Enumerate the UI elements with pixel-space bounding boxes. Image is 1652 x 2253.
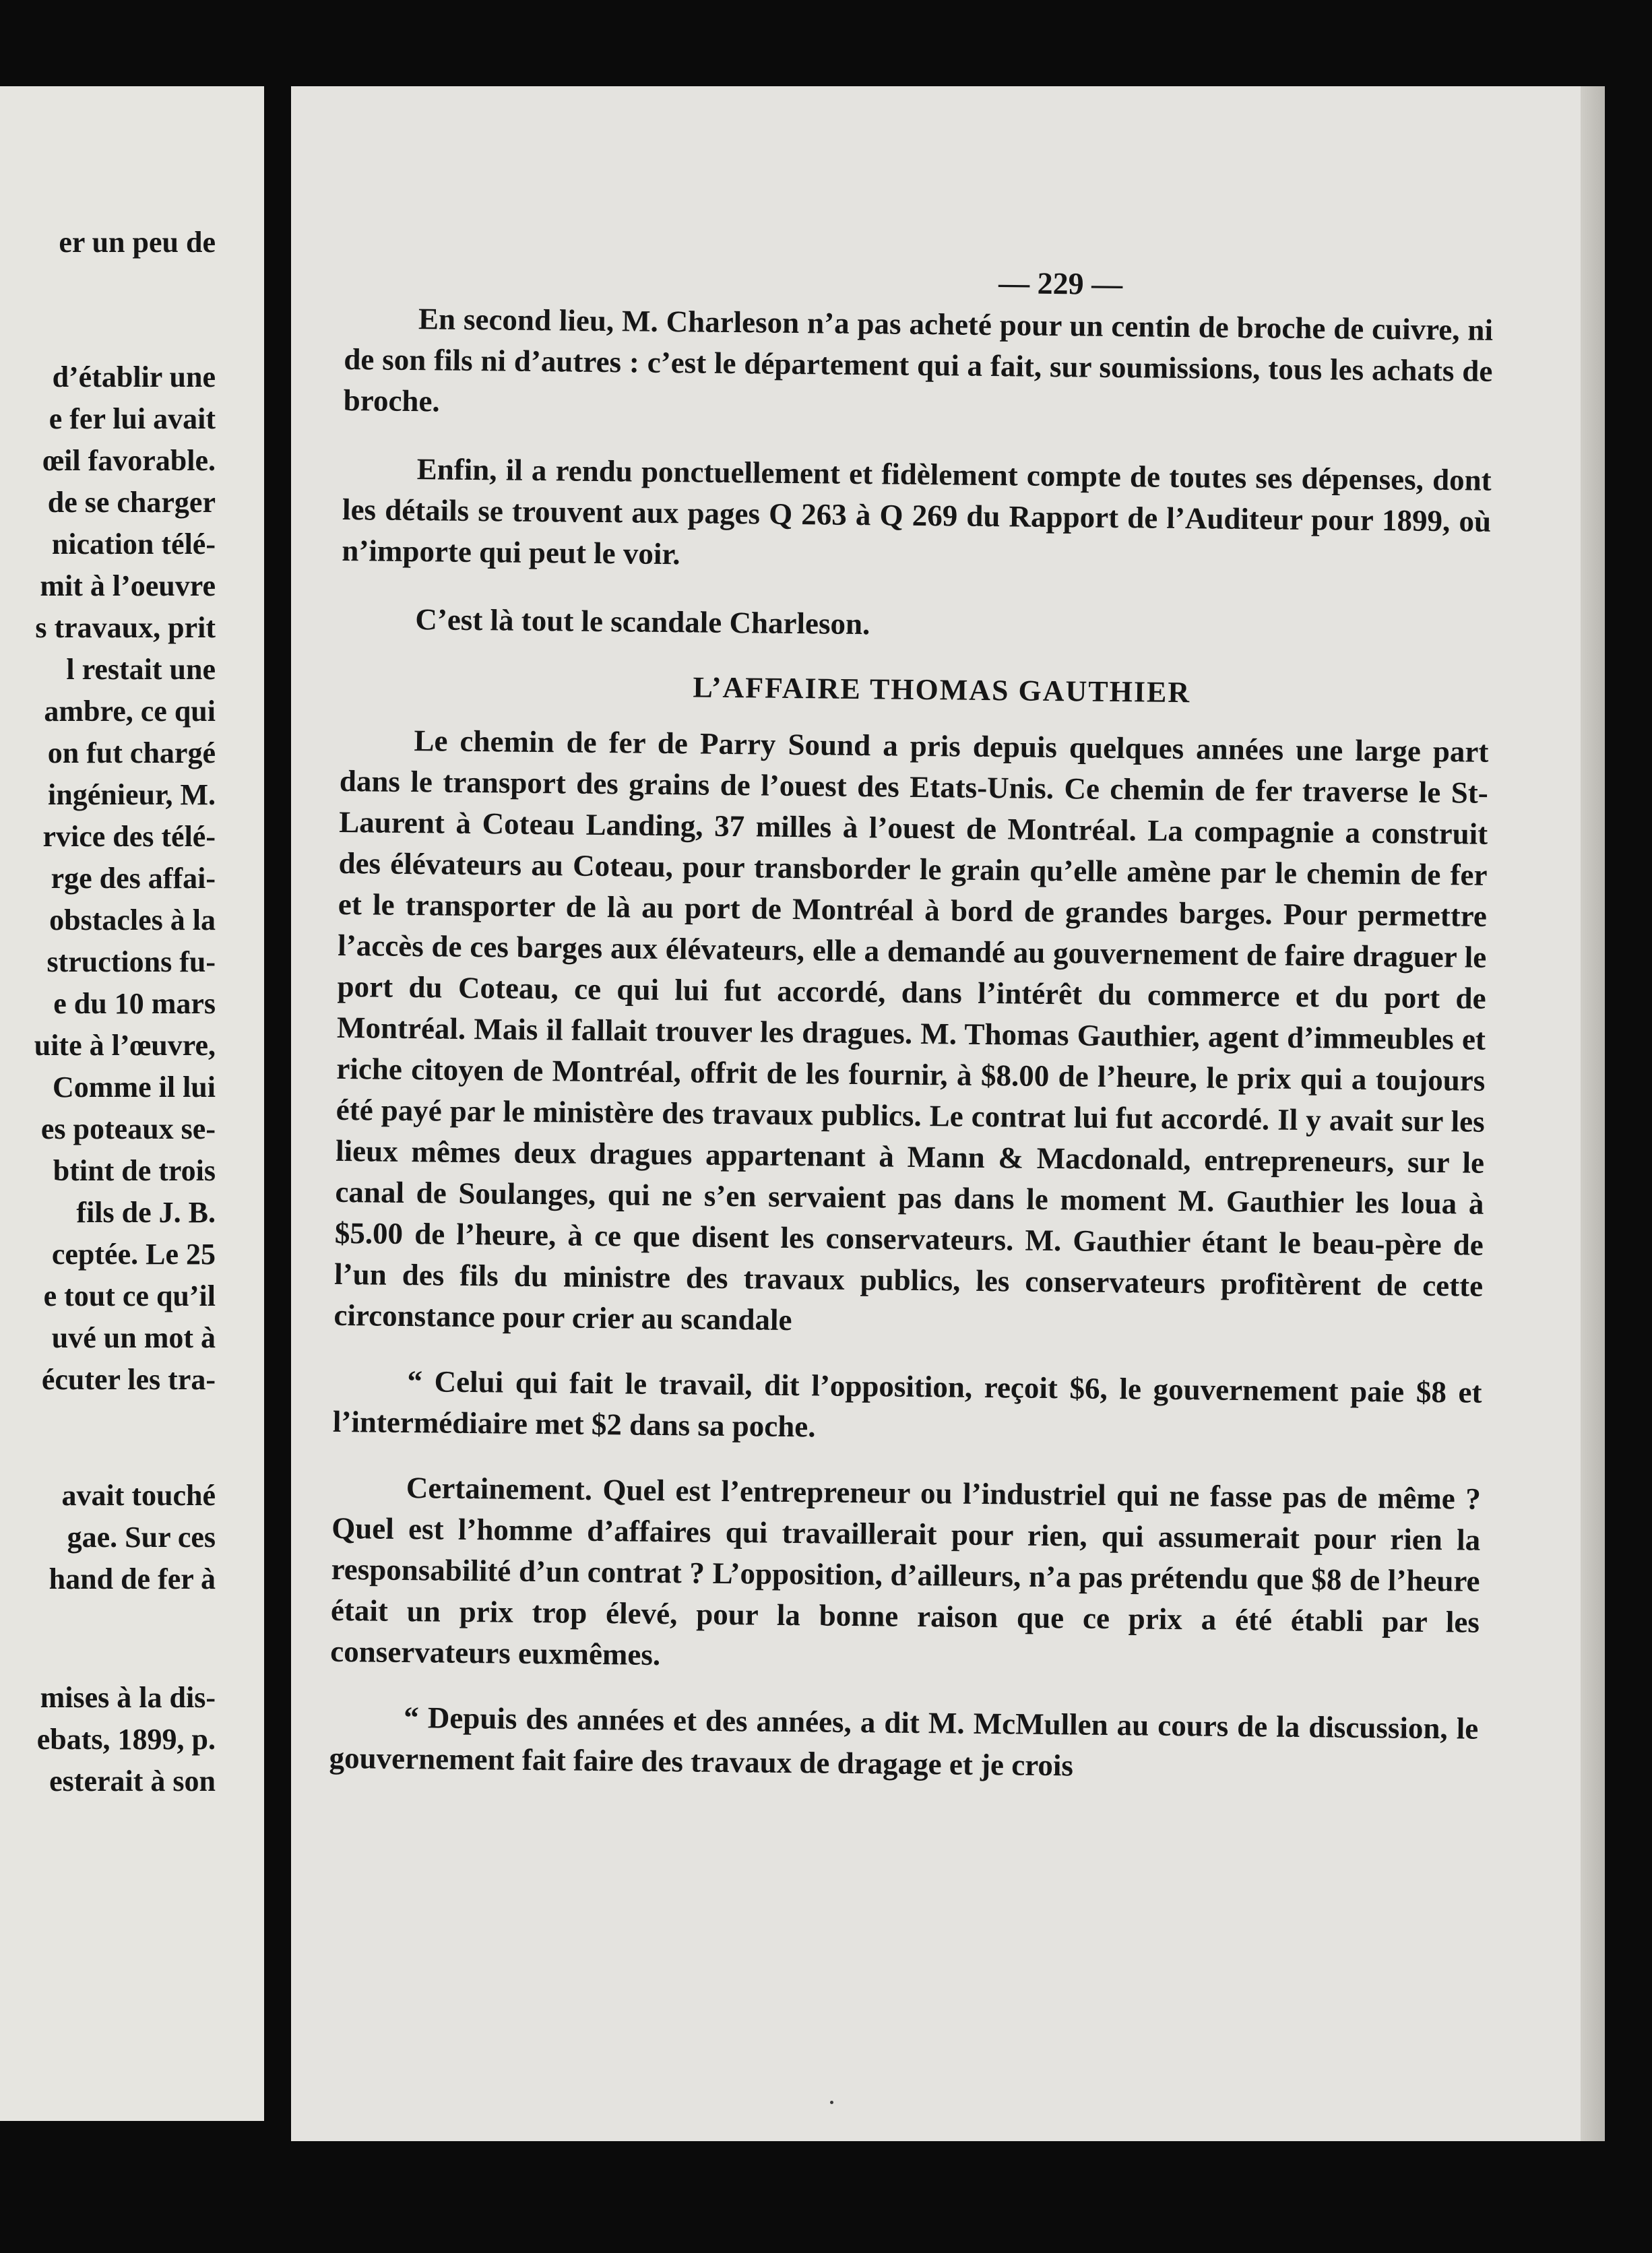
left-page-line: ceptée. Le 25 (51, 1238, 216, 1271)
paragraph: Enfin, il a rendu ponctuellement et fidèlement compte de toutes ses dépenses, dont les détails se trouvent aux pages Q 263 à Q 269 du Rapport de l’Auditeur pour 1899, où n’importe qui peut le voir. (342, 452, 1492, 571)
left-page-line: nication télé- (51, 528, 216, 561)
paragraph: “ Celui qui fait le travail, dit l’opposition, reçoit $6, le gouvernement paie $8 et l’intermédiaire met $2 dans sa poche. (332, 1364, 1482, 1444)
section-heading: L’AFFAIRE THOMAS GAUTHIER (693, 670, 1191, 709)
book-page (291, 86, 1605, 2141)
left-page-line: mises à la dis- (40, 1681, 216, 1714)
left-page-line: s travaux, prit (35, 611, 216, 644)
left-page-line: hand de fer à (49, 1562, 216, 1595)
left-page-line: esterait à son (49, 1765, 216, 1798)
left-page-line: uite à l’œuvre, (34, 1029, 216, 1062)
left-page-line: er un peu de (59, 226, 216, 259)
left-page-line: ebats, 1899, p. (36, 1723, 216, 1756)
paragraph: En second lieu, M. Charleson n’a pas acheté pour un centin de broche de cuivre, ni de son fils ni d’autres : c’est le département qui a fait, sur soumissions, tous les achats de broche. (343, 302, 1494, 418)
left-page-line: de se charger (47, 486, 216, 519)
left-page-line: avait touché (61, 1479, 216, 1512)
paragraph: C’est là tout le scandale Charleson. (415, 602, 870, 641)
print-speck (830, 2101, 833, 2104)
previous-page-fragment (0, 86, 264, 2121)
left-page-line: structions fu- (46, 945, 216, 978)
paragraph: “ Depuis des années et des années, a dit M. McMullen au cours de la discussion, le gouvernement fait faire des travaux de dragage et je crois (329, 1701, 1479, 1783)
left-page-line: l restait une (66, 653, 216, 686)
left-page-line: es poteaux se- (40, 1112, 216, 1145)
paragraph: Certainement. Quel est l’entrepreneur ou l’industriel qui ne fasse pas de même ? Quel est l’homme d’affaires qui travaillerait pour rien, qui assumerait pour rien la responsabilité d’un contrat ? L’opposition, d’ailleurs, n’a pas prétendu que $8 de l’heure était un prix trop élevé, pour la bonne raison que ce prix a été établi par les conservateurs euxmêmes. (330, 1471, 1482, 1672)
left-page-line: Comme il lui (53, 1071, 216, 1104)
left-page-line: uvé un mot à (51, 1321, 216, 1354)
left-page-line: gae. Sur ces (67, 1521, 216, 1554)
page-edge (1581, 86, 1605, 2141)
left-page-line: on fut chargé (47, 736, 216, 769)
left-page-line: d’établir une (52, 360, 216, 393)
left-page-line: rvice des télé- (42, 820, 216, 853)
left-page-line: fils de J. B. (76, 1196, 216, 1229)
left-page-line: écuter les tra- (41, 1363, 216, 1396)
left-page-line: btint de trois (53, 1154, 216, 1187)
left-page-line: ambre, ce qui (44, 695, 216, 728)
left-page-line: e du 10 mars (53, 987, 216, 1020)
page-number: — 229 — (998, 265, 1123, 302)
left-page-line: ingénieur, M. (48, 778, 216, 811)
left-page-line: e tout ce qu’il (43, 1279, 216, 1312)
page-content (329, 258, 1494, 1815)
left-page-line: e fer lui avait (49, 402, 216, 435)
left-page-line: mit à l’oeuvre (40, 569, 216, 602)
paragraph: Le chemin de fer de Parry Sound a pris depuis quelques années une large part dans le transport des grains de l’ouest des Etats-Unis. Ce chemin de fer traverse le St-Laurent à Coteau Landing, 37 milles à l’ouest de Montréal. La compagnie a construit des élévateurs au Coteau, pour transborder le grain qu’elle amène par le chemin de fer et le transporter de là au port de Montréal à bord de grandes barges. Pour permettre l’accès de ces barges aux élévateurs, elle a demandé au gouvernement de faire draguer le port du Coteau, ce qui lui fut accordé, dans l’intérêt du commerce et du port de Montréal. Mais il fallait trouver les dragues. M. Thomas Gauthier, agent d’immeubles et riche citoyen de Montréal, offrit de les fournir, à $8.00 de l’heure, le prix qui a toujours été payé par le ministère des travaux publics. Le contrat lui fut accordé. Il y avait sur les lieux mêmes deux dragues appartenant à Mann & Macdonald, entrepreneurs, sur le canal de Soulanges, qui ne s’en servaient pas dans le moment M. Gauthier les loua à $5.00 de l’heure, à ce que disent les conservateurs. M. Gauthier étant le beau-père de l’un des fils du ministre des travaux publics, les conservateurs profitèrent de cette circonstance pour crier au scandale (333, 724, 1489, 1337)
left-page-line: rge des affai- (51, 862, 216, 895)
page-gutter (264, 74, 291, 2143)
left-page-line: obstacles à la (49, 903, 216, 937)
left-page-line: œil favorable. (42, 444, 216, 477)
